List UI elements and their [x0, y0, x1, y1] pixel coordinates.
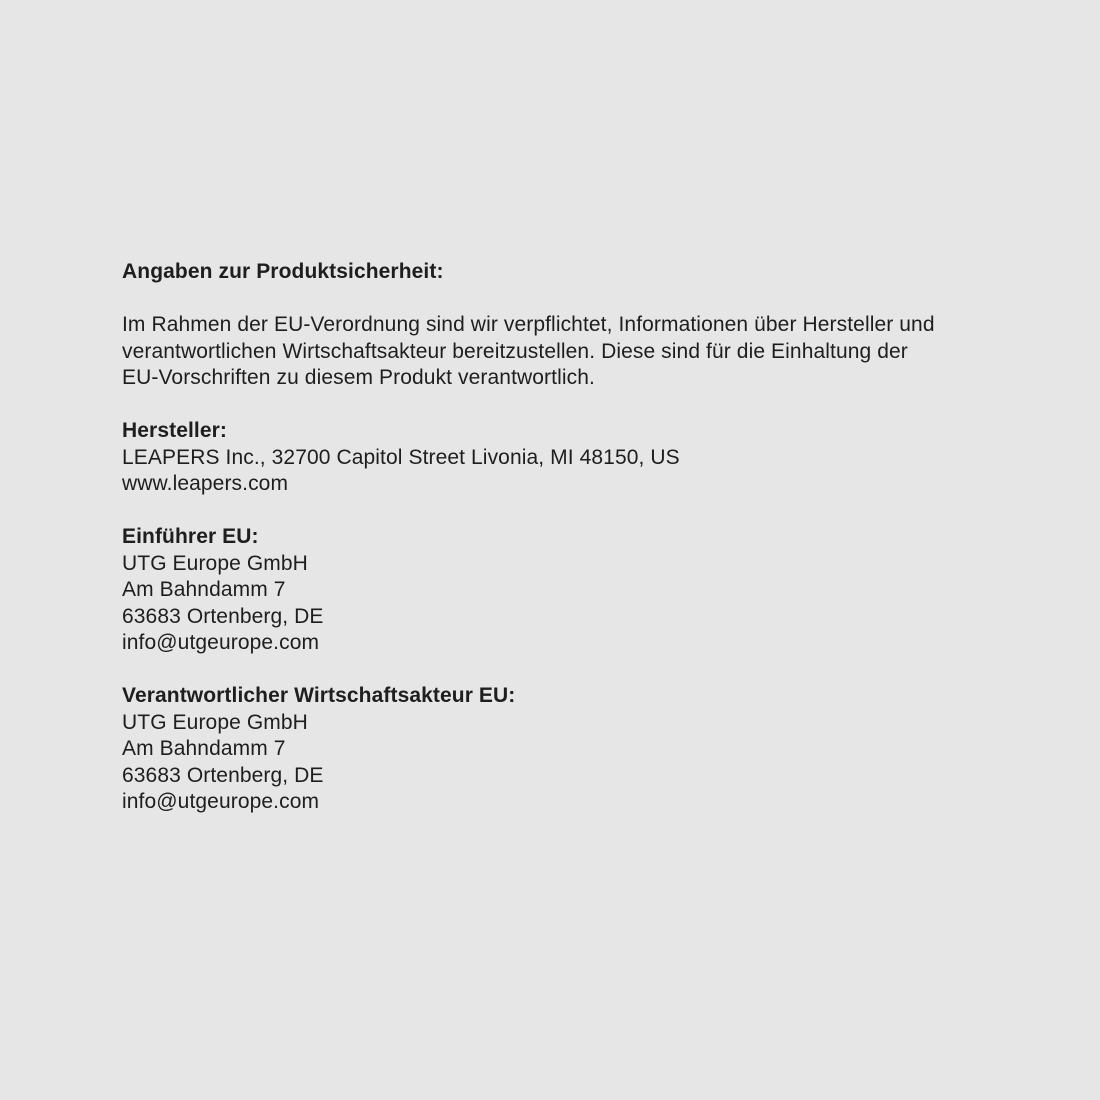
manufacturer-section	[122, 418, 1002, 498]
intro-line-2: verantwortlichen Wirtschaftsakteur bereitzustellen. Diese sind für die Einhaltung der	[122, 339, 908, 363]
importer-street: Am Bahndamm 7	[122, 578, 286, 601]
responsible-actor-heading: Verantwortlicher Wirtschaftsakteur EU:	[122, 684, 516, 707]
responsible-actor-street: Am Bahndamm 7	[122, 737, 286, 760]
page-title: Angaben zur Produktsicherheit:	[122, 260, 444, 283]
importer-heading: Einführer EU:	[122, 525, 259, 548]
importer-email: info@utgeurope.com	[122, 631, 320, 654]
title-block	[122, 259, 1002, 286]
intro-paragraph	[122, 312, 1002, 392]
importer-section	[122, 524, 1002, 657]
manufacturer-address: LEAPERS Inc., 32700 Capitol Street Livonia, MI 48150, US	[122, 445, 680, 469]
manufacturer-heading: Hersteller:	[122, 419, 227, 442]
product-safety-info	[122, 259, 1002, 816]
responsible-actor-section	[122, 683, 1002, 816]
manufacturer-website: www.leapers.com	[122, 472, 289, 495]
responsible-actor-company: UTG Europe GmbH	[122, 710, 308, 734]
importer-city: 63683 Ortenberg, DE	[122, 604, 324, 628]
importer-company: UTG Europe GmbH	[122, 551, 308, 575]
intro-line-1: Im Rahmen der EU-Verordnung sind wir verpflichtet, Informationen über Hersteller und	[122, 313, 935, 336]
intro-line-3: EU-Vorschriften zu diesem Produkt verantwortlich.	[122, 366, 595, 389]
responsible-actor-city: 63683 Ortenberg, DE	[122, 763, 324, 787]
responsible-actor-email: info@utgeurope.com	[122, 790, 320, 813]
